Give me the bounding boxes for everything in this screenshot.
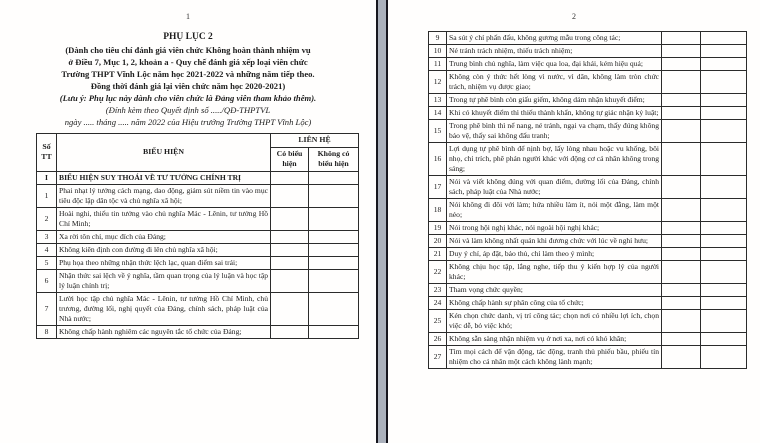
khong-co-bieu-hien-cell: [701, 284, 747, 297]
khong-co-bieu-hien-cell: [701, 176, 747, 199]
document-page-2: [388, 0, 760, 443]
row-number: 25: [429, 310, 447, 333]
row-number: 18: [429, 199, 447, 222]
row-number: 17: [429, 176, 447, 199]
row-behavior-text: Phụ họa theo những nhận thức lệch lạc, quan điểm sai trái;: [57, 256, 271, 269]
section-row: [37, 171, 359, 184]
khong-co-bieu-hien-cell: [309, 243, 359, 256]
col-header-stt: Số TT: [37, 134, 57, 172]
co-bieu-hien-cell: [662, 32, 701, 45]
row-number: 16: [429, 143, 447, 176]
row-behavior-text: Nói không đi đôi với làm; hứa nhiều làm ít, nói một đằng, làm một nẻo;: [447, 199, 662, 222]
row-behavior-text: Không kiên định con đường đi lên chủ nghĩa xã hội;: [57, 243, 271, 256]
row-behavior-text: Không chấp hành nghiêm các nguyên tắc tổ chức của Đảng;: [57, 325, 271, 338]
co-bieu-hien-cell: [662, 107, 701, 120]
row-number: 24: [429, 297, 447, 310]
co-bieu-hien-cell: [662, 310, 701, 333]
row-number: 11: [429, 58, 447, 71]
khong-co-bieu-hien-cell: [701, 45, 747, 58]
row-behavior-text: Tham vọng chức quyền;: [447, 284, 662, 297]
co-bieu-hien-cell: [271, 256, 309, 269]
appendix-title: PHỤ LỤC 2: [163, 32, 213, 42]
col-header-behavior: BIỂU HIỆN: [57, 134, 271, 172]
row-behavior-text: Không còn ý thức hết lòng vì nước, vì dân, không làm tròn chức trách, nhiệm vụ được giao;: [447, 71, 662, 94]
co-bieu-hien-cell: [271, 243, 309, 256]
table-row: [429, 235, 747, 248]
behavior-table-page-2: [428, 31, 747, 369]
co-bieu-hien-cell: [662, 199, 701, 222]
row-number: 12: [429, 71, 447, 94]
table-row: [429, 261, 747, 284]
khong-co-bieu-hien-cell: [701, 310, 747, 333]
row-number: 6: [37, 269, 57, 292]
co-bieu-hien-cell: [662, 346, 701, 369]
khong-co-bieu-hien-cell: [309, 171, 359, 184]
row-number: 21: [429, 248, 447, 261]
row-number: 23: [429, 284, 447, 297]
table-row: [429, 284, 747, 297]
row-number: 1: [37, 184, 57, 207]
co-bieu-hien-cell: [662, 333, 701, 346]
khong-co-bieu-hien-cell: [309, 325, 359, 338]
khong-co-bieu-hien-cell: [701, 120, 747, 143]
row-behavior-text: Lợi dụng tự phê bình để nịnh bợ, lấy lòng nhau hoặc vu khống, bôi nhọ, chỉ trích, phê phán người khác với động cơ cá nhân không trong sáng;: [447, 143, 662, 176]
table-row: [37, 243, 359, 256]
khong-co-bieu-hien-cell: [701, 32, 747, 45]
table-row: [429, 45, 747, 58]
section-number: I: [37, 171, 57, 184]
row-number: 7: [37, 292, 57, 325]
khong-co-bieu-hien-cell: [701, 346, 747, 369]
co-bieu-hien-cell: [662, 248, 701, 261]
khong-co-bieu-hien-cell: [309, 292, 359, 325]
row-behavior-text: Phai nhạt lý tưởng cách mạng, dao động, giảm sút niềm tin vào mục tiêu độc lập dân tộc và chủ nghĩa xã hội;: [57, 184, 271, 207]
row-number: 15: [429, 120, 447, 143]
row-behavior-text: Kén chọn chức danh, vị trí công tác; chọn nơi có nhiều lợi ích, chọn việc dễ, bỏ việc khó;: [447, 310, 662, 333]
table-row: [429, 199, 747, 222]
co-bieu-hien-cell: [271, 269, 309, 292]
row-number: 26: [429, 333, 447, 346]
row-number: 14: [429, 107, 447, 120]
khong-co-bieu-hien-cell: [309, 256, 359, 269]
row-behavior-text: Khi có khuyết điểm thì thiếu thành khẩn, không tự giác nhận kỷ luật;: [447, 107, 662, 120]
heading-line: Trường THPT Vĩnh Lộc năm học 2021-2022 và những năm tiếp theo.: [61, 69, 315, 79]
row-behavior-text: Lười học tập chủ nghĩa Mác - Lênin, tư tưởng Hồ Chí Minh, chủ trương, đường lối, nghị quyết của Đảng, chính sách, pháp luật của Nhà nước;: [57, 292, 271, 325]
col-header-co-bieu-hien: Có biểu hiện: [271, 147, 309, 171]
document-heading: [0, 31, 376, 128]
table-row: [429, 143, 747, 176]
khong-co-bieu-hien-cell: [701, 333, 747, 346]
co-bieu-hien-cell: [271, 207, 309, 230]
khong-co-bieu-hien-cell: [309, 207, 359, 230]
table-row: [37, 325, 359, 338]
col-header-khong-co-bieu-hien: Không có biểu hiện: [309, 147, 359, 171]
table-row: [37, 230, 359, 243]
co-bieu-hien-cell: [662, 143, 701, 176]
table-row: [429, 176, 747, 199]
co-bieu-hien-cell: [271, 325, 309, 338]
table-header-row: [37, 134, 359, 148]
co-bieu-hien-cell: [662, 261, 701, 284]
co-bieu-hien-cell: [662, 176, 701, 199]
row-number: 10: [429, 45, 447, 58]
khong-co-bieu-hien-cell: [701, 143, 747, 176]
page-number: 1: [186, 12, 190, 21]
co-bieu-hien-cell: [662, 284, 701, 297]
row-behavior-text: Sa sút ý chí phấn đấu, không gương mẫu trong công tác;: [447, 32, 662, 45]
khong-co-bieu-hien-cell: [701, 297, 747, 310]
khong-co-bieu-hien-cell: [701, 261, 747, 284]
table-row: [429, 333, 747, 346]
heading-note: (Lưu ý: Phụ lục này dành cho viên chức là Đảng viên tham khảo thêm).: [59, 93, 317, 103]
row-behavior-text: Không chấp hành sự phân công của tổ chức;: [447, 297, 662, 310]
row-behavior-text: Nói và viết không đúng với quan điểm, đường lối của Đảng, chính sách, pháp luật của Nhà nước;: [447, 176, 662, 199]
row-number: 5: [37, 256, 57, 269]
co-bieu-hien-cell: [662, 58, 701, 71]
row-number: 2: [37, 207, 57, 230]
heading-line: Đồng thời đánh giá lại viên chức năm học 2020-2021): [90, 81, 286, 91]
document-page-1: [0, 0, 376, 443]
row-number: 20: [429, 235, 447, 248]
co-bieu-hien-cell: [271, 184, 309, 207]
co-bieu-hien-cell: [662, 222, 701, 235]
row-behavior-text: Trong phê bình thì nể nang, né tránh, ngại va chạm, thấy đúng không bảo vệ, thấy sai không đấu tranh;: [447, 120, 662, 143]
khong-co-bieu-hien-cell: [701, 71, 747, 94]
row-number: 9: [429, 32, 447, 45]
row-behavior-text: Né tránh trách nhiệm, thiếu trách nhiệm;: [447, 45, 662, 58]
row-number: 8: [37, 325, 57, 338]
row-behavior-text: Trung bình chủ nghĩa, làm việc qua loa, đại khái, kém hiệu quả;: [447, 58, 662, 71]
table-row: [429, 94, 747, 107]
heading-line: (Dành cho tiêu chí đánh giá viên chức Không hoàn thành nhiệm vụ: [65, 45, 311, 55]
row-number: 19: [429, 222, 447, 235]
section-title: BIỂU HIỆN SUY THOÁI VỀ TƯ TƯỞNG CHÍNH TRỊ: [57, 171, 271, 184]
col-header-lien-he: LIÊN HỆ: [271, 134, 359, 148]
table-row: [37, 292, 359, 325]
co-bieu-hien-cell: [662, 94, 701, 107]
khong-co-bieu-hien-cell: [701, 94, 747, 107]
co-bieu-hien-cell: [662, 120, 701, 143]
table-row: [429, 107, 747, 120]
khong-co-bieu-hien-cell: [309, 230, 359, 243]
row-behavior-text: Nói trong hội nghị khác, nói ngoài hội nghị khác;: [447, 222, 662, 235]
row-behavior-text: Xa rời tôn chỉ, mục đích của Đảng;: [57, 230, 271, 243]
table-row: [429, 71, 747, 94]
row-behavior-text: Duy ý chí, áp đặt, bảo thủ, chỉ làm theo ý mình;: [447, 248, 662, 261]
table-row: [37, 207, 359, 230]
page-number: 2: [572, 12, 576, 21]
co-bieu-hien-cell: [662, 297, 701, 310]
row-behavior-text: Không chịu học tập, lắng nghe, tiếp thu ý kiến hợp lý của người khác;: [447, 261, 662, 284]
row-behavior-text: Không sẵn sàng nhận nhiệm vụ ở nơi xa, nơi có khó khăn;: [447, 333, 662, 346]
heading-attachment-line: (Đính kèm theo Quyết định số ...../QĐ-THPTVL: [105, 105, 271, 115]
khong-co-bieu-hien-cell: [701, 199, 747, 222]
khong-co-bieu-hien-cell: [309, 269, 359, 292]
table-row: [429, 120, 747, 143]
co-bieu-hien-cell: [662, 45, 701, 58]
co-bieu-hien-cell: [662, 71, 701, 94]
khong-co-bieu-hien-cell: [701, 222, 747, 235]
khong-co-bieu-hien-cell: [309, 184, 359, 207]
co-bieu-hien-cell: [271, 230, 309, 243]
table-row: [37, 184, 359, 207]
row-number: 4: [37, 243, 57, 256]
khong-co-bieu-hien-cell: [701, 58, 747, 71]
co-bieu-hien-cell: [271, 292, 309, 325]
khong-co-bieu-hien-cell: [701, 107, 747, 120]
table-row: [429, 346, 747, 369]
row-behavior-text: Hoài nghi, thiếu tin tưởng vào chủ nghĩa Mác - Lênin, tư tưởng Hồ Chí Minh;: [57, 207, 271, 230]
table-row: [429, 58, 747, 71]
row-number: 3: [37, 230, 57, 243]
khong-co-bieu-hien-cell: [701, 235, 747, 248]
heading-line: ở Điều 7, Mục 1, 2, khoản a - Quy chế đánh giá xếp loại viên chức: [68, 57, 308, 67]
page-gutter: [376, 0, 388, 443]
table-row: [429, 248, 747, 261]
table-row: [429, 32, 747, 45]
khong-co-bieu-hien-cell: [701, 248, 747, 261]
table-row: [429, 297, 747, 310]
row-number: 22: [429, 261, 447, 284]
row-number: 13: [429, 94, 447, 107]
heading-attachment-line: ngày ..... tháng ..... năm 2022 của Hiệu trưởng Trường THPT Vĩnh Lộc): [64, 117, 312, 127]
table-row: [429, 310, 747, 333]
row-behavior-text: Trong tự phê bình còn giấu giếm, không dám nhận khuyết điểm;: [447, 94, 662, 107]
table-row: [37, 269, 359, 292]
co-bieu-hien-cell: [271, 171, 309, 184]
table-row: [429, 222, 747, 235]
row-behavior-text: Nhận thức sai lệch về ý nghĩa, tầm quan trọng của lý luận và học tập lý luận chính trị;: [57, 269, 271, 292]
behavior-table-page-1: [36, 133, 359, 339]
row-behavior-text: Tìm mọi cách để vận động, tác động, tranh thủ phiếu bầu, phiếu tín nhiệm cho cá nhân một cách không lành mạnh;: [447, 346, 662, 369]
row-behavior-text: Nói và làm không nhất quán khi đương chức với lúc về nghỉ hưu;: [447, 235, 662, 248]
row-number: 27: [429, 346, 447, 369]
table-row: [37, 256, 359, 269]
co-bieu-hien-cell: [662, 235, 701, 248]
